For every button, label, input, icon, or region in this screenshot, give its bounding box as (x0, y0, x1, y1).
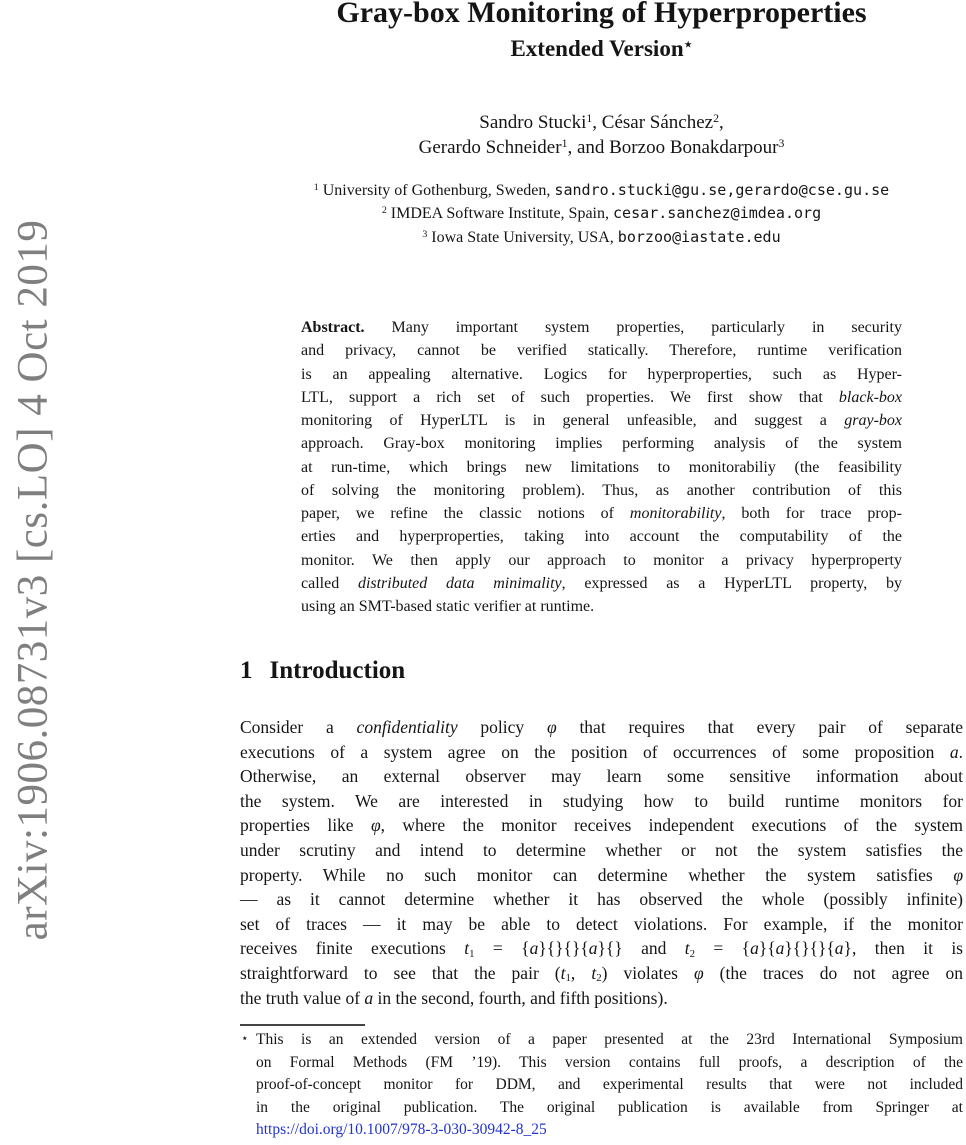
text-line (240, 813, 963, 838)
text-line (301, 549, 902, 572)
text-segment: cesar.sanchez@imdea.org (613, 204, 822, 223)
doi-link[interactable]: https://doi.org/10.1007/978-3-030-30942-8_25 (256, 1121, 547, 1139)
text-segment: 2 (596, 972, 602, 985)
author-block (240, 110, 963, 160)
text-segment: φ (953, 864, 963, 885)
text-line (301, 502, 902, 525)
text-segment: set of traces — it may be able to detect violations. For example, if the monitor (240, 913, 963, 934)
text-segment: in the original publication. The original publication is available from Springer at (256, 1098, 963, 1116)
text-segment: confidentiality (356, 717, 458, 737)
text-segment: a (588, 938, 598, 959)
text-segment: monitorability (629, 505, 722, 522)
text-segment: , (718, 112, 724, 133)
affiliation-3 (240, 226, 963, 249)
text-segment: — as it cannot determine whether it has observed the whole (possibly infinite) (240, 889, 963, 910)
text-line (256, 1052, 963, 1075)
text-segment: erties and hyperproperties, taking into account the computability of the (301, 528, 902, 546)
text-line (301, 595, 902, 618)
text-line (240, 764, 963, 789)
text-segment: a (750, 938, 759, 959)
intro-paragraph (240, 715, 963, 1010)
text-segment: Many important system properties, particularly in security (364, 319, 902, 336)
arxiv-watermark: arXiv:1906.08731v3 [cs.LO] 4 Oct 2019 (9, 219, 57, 941)
text-segment: LTL, support a rich set of such properties. We first show that (301, 388, 839, 406)
text-segment: approach. Gray-box monitoring implies performing analysis of the system (301, 435, 902, 453)
text-segment: paper, we refine the classic notions of (301, 505, 630, 522)
text-line (240, 789, 963, 814)
affiliation-1 (240, 179, 963, 202)
text-segment: a (529, 938, 539, 959)
text-segment: = { (695, 938, 751, 959)
text-line (240, 740, 963, 765)
text-line (301, 525, 902, 548)
paper-subtitle (240, 34, 963, 64)
text-segment: . (958, 741, 963, 762)
text-segment: ) violates (601, 962, 694, 983)
text-segment: University of Gothenburg, Sweden, (318, 182, 555, 199)
text-segment: 1 (313, 182, 319, 194)
text-segment: IMDEA Software Institute, Spain, (386, 205, 613, 223)
text-line (301, 316, 902, 339)
footnote-rule (240, 1024, 365, 1026)
text-line (240, 912, 963, 937)
text-segment: called (301, 574, 358, 592)
text-line (301, 386, 902, 409)
text-segment: Consider a (240, 717, 357, 737)
text-line (256, 1097, 963, 1120)
text-segment: , expressed as a HyperLTL property, by (561, 574, 902, 592)
text-line (240, 838, 963, 863)
text-segment: This is an extended version of a paper presented at the 23rd International Symposium (256, 1031, 963, 1048)
text-segment: }{}{}{ (538, 938, 589, 959)
text-segment: of solving the monitoring problem). Thus, as another contribution of this (301, 481, 902, 499)
section-title: Introduction (269, 657, 406, 684)
text-segment: , (570, 962, 592, 983)
text-segment: 1 (565, 972, 571, 985)
text-segment: gray-box (844, 412, 902, 429)
text-segment: monitoring of HyperLTL is in general unfeasible, and suggest a (301, 412, 845, 429)
footnote (240, 1029, 963, 1142)
text-line (240, 863, 963, 888)
text-segment: }{ (758, 938, 776, 959)
text-segment: on Formal Methods (FM ’19). This version contains full proofs, a description of the (256, 1053, 963, 1071)
text-segment: under scrutiny and intend to determine whether or not the system satisfies the (240, 839, 963, 860)
text-segment: }{} and (597, 938, 685, 959)
text-line (256, 1029, 963, 1052)
text-line (240, 936, 963, 961)
authors-line-1 (240, 110, 963, 135)
footnote-star-marker: ⋆ (241, 1031, 249, 1045)
text-segment: , where the monitor receives independent executions of the system (380, 815, 964, 836)
paper-content (240, 0, 963, 1145)
text-segment: straightforward to see that the pair ( (240, 962, 561, 983)
text-segment: Abstract. (301, 319, 365, 336)
text-segment: ⋆ (683, 36, 693, 53)
text-segment: the truth value of (240, 987, 365, 1008)
text-segment: at run-time, which brings new limitations to monitorabiliy (the feasibility (301, 458, 902, 476)
abstract (301, 316, 902, 618)
text-segment: Extended Version (510, 36, 684, 61)
text-segment: , both for trace prop- (721, 505, 902, 522)
text-segment: Otherwise, an external observer may learn some sensitive information about (240, 766, 963, 787)
text-line (301, 572, 902, 595)
text-line (301, 432, 902, 455)
text-segment: Iowa State University, USA, (427, 228, 618, 246)
section-number: 1 (240, 657, 253, 684)
text-segment: sandro.stucki@gu.se,gerardo@cse.gu.se (554, 181, 890, 199)
text-segment: φ (370, 815, 381, 836)
text-line (240, 887, 963, 912)
text-segment: a (364, 987, 374, 1008)
text-segment: in the second, fourth, and fifth positions). (373, 987, 668, 1008)
text-segment: t (591, 962, 597, 983)
text-segment: }{}{}{ (784, 938, 835, 959)
text-segment: and privacy, cannot be verified statically. Therefore, runtime verification (301, 342, 902, 360)
text-segment: using an SMT-based static verifier at runtime. (301, 598, 595, 615)
text-segment: 2 (689, 947, 696, 960)
text-segment: is an appealing alternative. Logics for hyperproperties, such as Hyper- (301, 365, 902, 383)
text-segment: (the traces do not agree on (703, 962, 964, 983)
text-line (256, 1074, 963, 1097)
text-line (240, 961, 963, 986)
text-segment: }, then it is (843, 938, 963, 959)
text-line (301, 339, 902, 362)
section-heading (240, 657, 963, 685)
text-segment: property. While no such monitor can determine whether the system satisfies (240, 864, 954, 885)
text-segment: Gerardo Schneider (418, 137, 562, 158)
text-segment: = { (474, 938, 530, 959)
authors-line-2 (240, 135, 963, 160)
text-segment: distributed data minimality (357, 574, 562, 592)
text-segment: φ (546, 717, 557, 737)
text-segment: Sandro Stucki (479, 112, 587, 133)
text-line (256, 1119, 963, 1142)
footnote-text (256, 1029, 963, 1142)
text-segment: t (560, 962, 566, 983)
text-segment: , César Sánchez (592, 112, 714, 133)
text-segment: policy (457, 717, 547, 737)
text-segment: executions of a system agree on the position of occurrences of some proposition (240, 741, 950, 762)
text-segment: 2 (713, 112, 719, 126)
text-line (301, 479, 902, 502)
text-segment: , and Borzoo Bonakdarpour (567, 137, 779, 158)
text-segment: 1 (561, 137, 568, 151)
text-segment: t (684, 938, 690, 959)
text-segment: a (834, 938, 844, 959)
text-segment: 3 (778, 137, 785, 151)
text-segment: t (464, 938, 470, 959)
text-segment: a (775, 938, 785, 959)
text-line (301, 456, 902, 479)
text-line (301, 409, 902, 432)
affiliation-2 (240, 202, 963, 225)
text-segment: black-box (838, 388, 902, 406)
paper-title: Gray-box Monitoring of Hyperproperties (336, 0, 867, 29)
text-line (240, 715, 963, 740)
text-line (301, 363, 902, 386)
text-segment: the system. We are interested in studying how to build runtime monitors for (240, 790, 963, 811)
text-line (240, 986, 963, 1011)
text-segment: receives finite executions (240, 938, 465, 959)
text-segment: φ (693, 962, 704, 983)
text-segment: properties like (240, 815, 371, 836)
affiliation-block (240, 179, 963, 249)
text-segment: monitor. We then apply our approach to monitor a privacy hyperproperty (301, 551, 902, 569)
text-segment: that requires that every pair of separate (556, 717, 963, 737)
text-segment: 3 (422, 228, 428, 240)
text-segment: 2 (381, 205, 387, 217)
text-segment: borzoo@iastate.edu (617, 227, 781, 246)
text-segment: 1 (586, 112, 593, 126)
text-segment: 1 (469, 947, 475, 960)
text-segment: proof-of-concept monitor for DDM, and experimental results that were not included (256, 1076, 963, 1094)
text-segment: a (949, 741, 959, 762)
